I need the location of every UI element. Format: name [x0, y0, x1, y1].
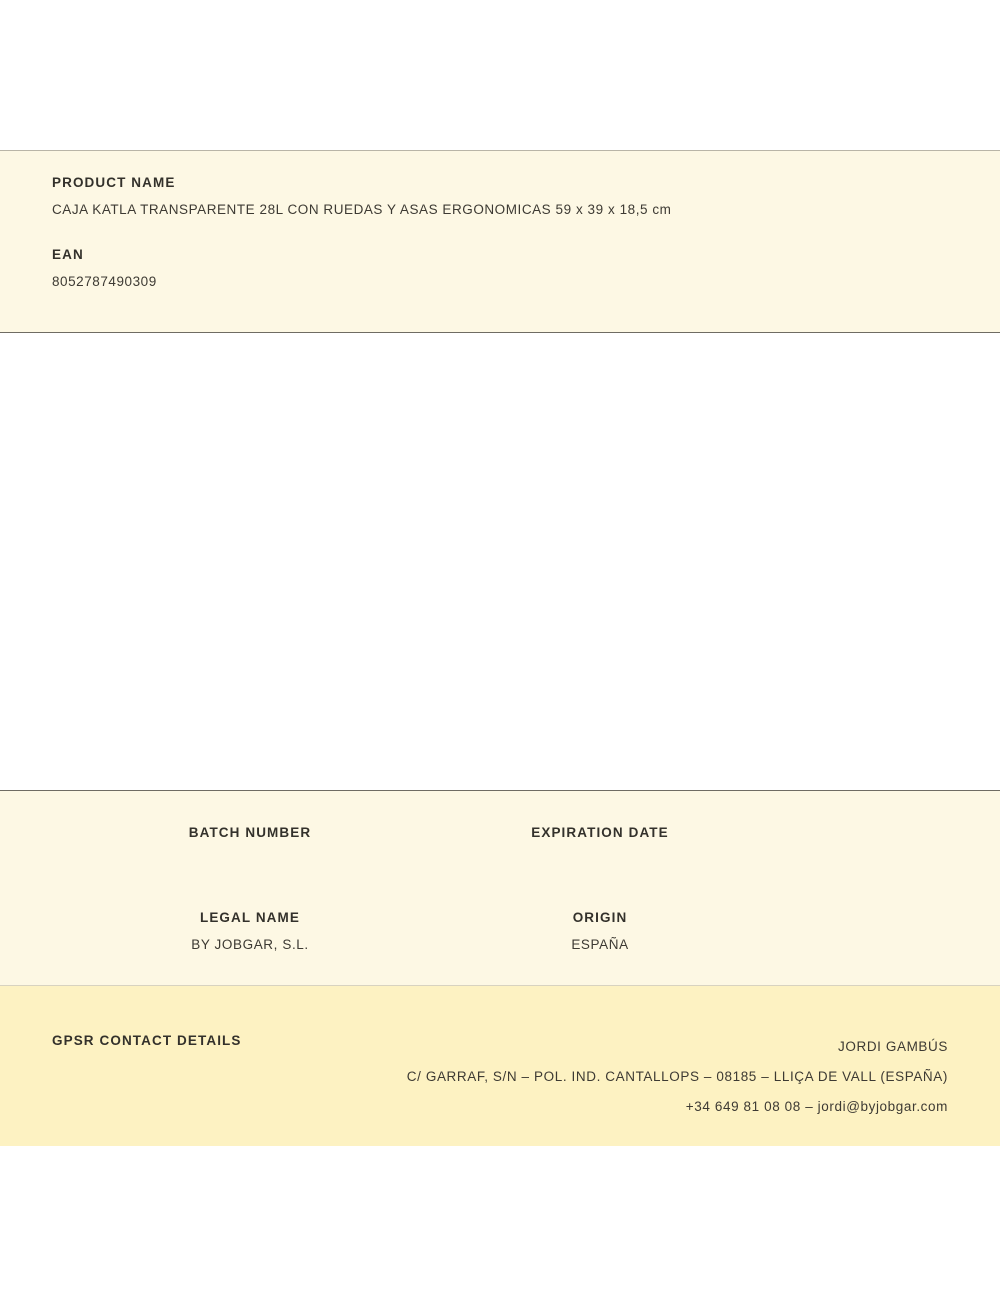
origin-value-column	[500, 937, 1000, 952]
legal-name-value-column	[0, 937, 500, 952]
product-info-inner	[0, 151, 1000, 289]
gpsr-contact-inner	[0, 986, 1000, 1146]
batch-header-row	[0, 791, 1000, 840]
legal-name-column	[0, 910, 500, 925]
gpsr-contact-address: C/ GARRAF, S/N – POL. IND. CANTALLOPS – 08185 – LLIÇA DE VALL (ESPAÑA)	[406, 1069, 948, 1084]
batch-number-label: BATCH NUMBER	[188, 825, 312, 840]
batch-number-column	[0, 825, 500, 840]
bottom-blank-area	[0, 1146, 1000, 1300]
legal-value-row	[0, 925, 1000, 952]
origin-value: ESPAÑA	[571, 937, 629, 952]
product-name-value: CAJA KATLA TRANSPARENTE 28L CON RUEDAS Y ASAS ERGONOMICAS 59 x 39 x 18,5 cm	[52, 202, 672, 217]
legal-name-label: LEGAL NAME	[199, 910, 300, 925]
gpsr-contact-block	[0, 986, 1000, 1146]
origin-value-inner	[520, 937, 680, 952]
origin-column	[500, 910, 1000, 925]
batch-value-row	[0, 840, 1000, 852]
field-spacer	[52, 217, 948, 247]
legal-header-row	[0, 852, 1000, 925]
gpsr-contact-label: GPSR CONTACT DETAILS	[52, 1033, 242, 1048]
legal-name-value: BY JOBGAR, S.L.	[191, 937, 309, 952]
blank-content-area	[0, 333, 1000, 790]
batch-legal-block	[0, 790, 1000, 986]
ean-label: EAN	[52, 247, 84, 262]
origin-label: ORIGIN	[572, 910, 628, 925]
product-info-block	[0, 150, 1000, 333]
gpsr-contact-name: JORDI GAMBÚS	[838, 1039, 948, 1054]
expiration-date-label: EXPIRATION DATE	[531, 825, 669, 840]
ean-value: 8052787490309	[52, 274, 157, 289]
expiration-date-column-inner	[520, 825, 680, 840]
gpsr-contact-phone-email: +34 649 81 08 08 – jordi@byjobgar.com	[685, 1099, 948, 1114]
origin-column-inner	[520, 910, 680, 925]
gpsr-contact-lines	[407, 1032, 948, 1122]
product-name-label: PRODUCT NAME	[52, 175, 176, 190]
expiration-date-column	[500, 825, 1000, 840]
